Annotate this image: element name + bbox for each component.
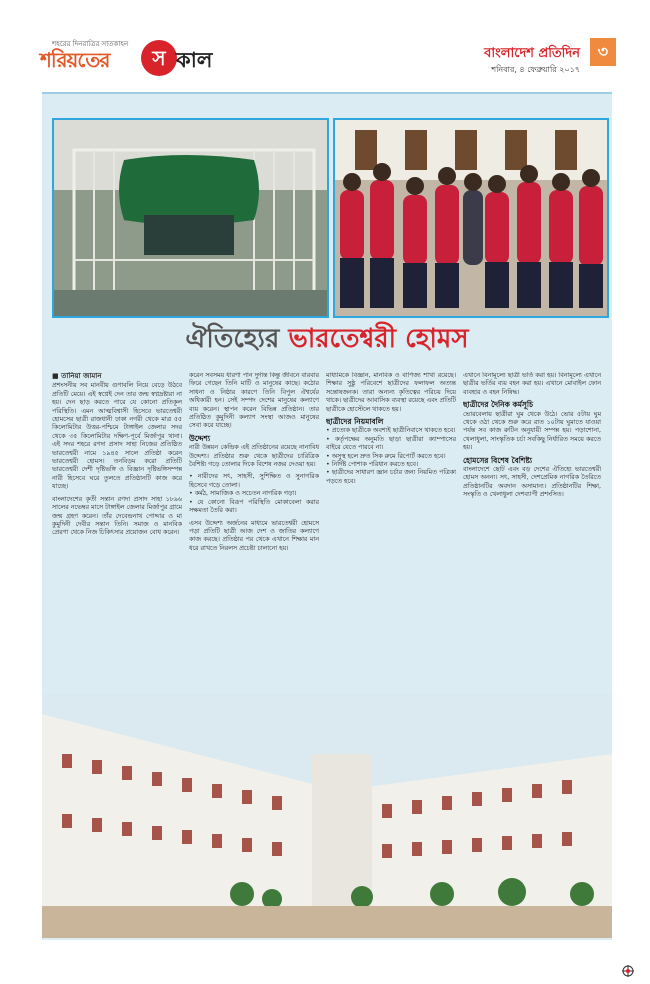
article-column-1 [52,372,182,687]
article-headline [42,318,612,362]
column-4-paragraph-2: ভোরবেলায় ছাত্রীরা ঘুম থেকে উঠে। ভোর ৫টায় ঘুম থেকে ওঠা থেকে শুরু করে রাত ১০টায় ঘুমাতে যাওয়া পর্যন্ত সব কাজ রুটিন অনুযায়ী সম্পন্ন হয়। পড়াশোনা, খেলাধুলা, সাংস্কৃতিক চর্চা সবকিছু নির্ধারিত সময়ে করতে হয়। [463,410,601,452]
article-byline: ■ তানিয়া জামান [52,372,102,380]
article-column-4 [463,372,601,687]
column-2-paragraph-1: করেন সবসময় ধারণা পান দুর্দান্ত কিন্তু জীবনে বারবার ফিরে গেছেন তিনি মাটি ও মানুষের কাছে। কঠোর সাধনা ও নিষ্ঠার কারণে তিনি বিপুল ঐশ্বর্যের অধিকারী হন। সেই সম্পদ দেশের মানুষের কল্যাণে ব্যয় করেন। স্থাপন করেন বিভিন্ন প্রতিষ্ঠান। তার প্রতিষ্ঠিত কুমুদিনী কল্যাণ সংস্থা আজও মানুষের সেবা করে যাচ্ছে। [189,372,319,430]
students-photo [333,118,609,318]
column-2-heading-1: উদ্দেশ্য [189,433,211,443]
masthead-word-2: কাল [176,47,213,72]
school-building-photo [42,694,612,938]
column-4-paragraph-1: এখানে বিনামূল্যে ছাত্রী ভর্তি করা হয়। বিনামূল্যে এখানে ছাত্রীর ভর্তির ব্যয় বহন করা হয়। এখানে মোবাইল ফোন ব্যবহার ও বহন নিষিদ্ধ। [463,372,601,396]
column-3-bullets: • প্রত্যেক ছাত্রীকে অবশ্যই ছাত্রীনিবাসে থাকতে হবে। • কর্তৃপক্ষের অনুমতি ছাড়া ছাত্রীরা ক্যাম্পাসের বাইরে যেতে পারবে না। • অসুস্থ হলে দ্রুত সিক রুমে রিপোর্ট করতে হবে। • নির্দিষ্ট পোশাক পরিধান করতে হবে। • ছাত্রীদের সাধারণ জ্ঞান চর্চার জন্য নিয়মিত পত্রিকা পড়তে হবে। [326,427,456,485]
registration-mark-icon [622,962,634,974]
byline-author: তানিয়া জামান [61,372,102,380]
column-3-heading-1: ছাত্রীদের নিয়মাবলি [326,417,384,427]
issue-date: শনিবার, ৪ ফেব্রুয়ারি ২০১৭ [491,65,580,74]
column-4-paragraph-3: বাংলাদেশে ছোট এবং বড় দেশের ঐতিহ্যে ভারতেশ্বরী হোমস অনন্য। সৎ, সাহসী, দেশপ্রেমিক নাগরিক তৈরিতে প্রতিষ্ঠানটির অবদান অসামান্য। প্রতিষ্ঠানটির শিক্ষা, সংস্কৃতি ও খেলাধুলা দেশব্যাপী প্রশংসিত। [463,466,601,499]
page-number-badge: ৩ [590,38,616,66]
column-2-paragraph-2: নারী উন্নয়ন কেন্দ্রিক এই প্রতিষ্ঠানের রয়েছে নানাবিধ উদ্দেশ্য। প্রতিষ্ঠার শুরু থেকে ছাত্রীদের চারিত্রিক বৈশিষ্ট্য গড়ে তোলার দিকে বিশেষ নজর দেওয়া হয়। [189,444,319,469]
gate-sign-photo [52,118,329,318]
article-column-3 [326,372,456,687]
headline-part-1: ঐতিহ্যের [185,324,280,354]
column-2-bullets: • নারীদের সৎ, সাহসী, সুশিক্ষিত ও সুনাগরিক হিসেবে গড়ে তোলা। • কর্মঠ, সামাজিক ও সচেতন নাগরিক গড়া। • যে কোনো বিরূপ পরিস্থিতি মোকাবেলা করার সক্ষমতা তৈরি করা। [189,473,319,515]
headline-part-2: ভারতেশ্বরী হোমস [288,324,469,354]
masthead-word-1: শরিয়তের [40,48,110,72]
column-4-heading-1: ছাত্রীদের দৈনিক কর্মসূচি [463,400,534,410]
column-1-paragraph-1: প্রশংসনীয় সব মানবীয় গুণাবলি নিয়ে বেড়ে উঠবে প্রতিটি মেয়ে। এই স্বপ্নেই দেন তার জন্ম স্বপ্নদ্রষ্টারা না হয়। দেন ছাড় করতে পারে যে কোনো প্রতিকূল পরিস্থিতি। এমন আত্মবিশ্বাসী হিসেবে ভারতেশ্বরী হোমসের ছাত্রী রাজধানী ঢাকা নগরী থেকে মাত্র ৫৫ কিলোমিটার উত্তর-পশ্চিমে টাঙ্গাইল জেলার সদর থেকে ৩৫ কিলোমিটার দক্ষিণ-পূর্বে মির্জাপুর থানা। এই সদর শহরে রণদা প্রসাদ সাহা নিজের প্রতিষ্ঠিত ভারতেশ্বরী নামে ১৯৪৫ সালে প্রতিষ্ঠা করেন ভারতেশ্বরী হোমস। তনবিড়ম করো প্রতিটি ভারতেশ্বরী দেশী দৃষ্টিভঙ্গি ও বিজ্ঞান দৃষ্টিভঙ্গিসম্পন্ন নারী হিসেবে ঘরে তুলতে প্রতিষ্ঠানটি কাজ করে যাচ্ছে। [52,382,182,491]
column-1-paragraph-2: বাংলাদেশের কৃতী সন্তান রণদা প্রসাদ সাহা ১৮৯৬ সালের নভেম্বর মাসে টাঙ্গাইল জেলার মির্জাপুর গ্রামে জন্ম গ্রহণ করেন। তাঁর দেবেন্দ্রনাথ পোদ্দার ও মা কুমুদিনী দেবীর সন্তান তিনি। সমাজ ও মানবিক প্রেরণা থেকে নিজ চিকিৎসার প্রয়োজন বোধ করেন। [52,495,182,537]
column-3-paragraph-1: মাধ্যমিকে বিজ্ঞান, মানবিক ও বাণিজ্য শাখা রয়েছে। শিক্ষার সুষ্ঠু পরিবেশে ছাত্রীদের ফলাফল অত্যন্ত সন্তোষজনক। তারা অন্যন্য কৃতিত্বের পরিচয় দিয়ে থাকে। ছাত্রীদের আবাসিক ব্যবস্থা রয়েছে এবং প্রতিটি ছাত্রীকে হোস্টেলে থাকতে হয়। [326,372,456,413]
article-column-2 [189,372,319,687]
masthead-logo-circle: স [141,40,177,76]
column-2-paragraph-4: এসব উদ্দেশ্য অর্জনের মাধ্যমে ভারতেশ্বরী হোমসে পড়া প্রতিটি ছাত্রী আজ দেশ ও জাতির কল্যাণে কাজ করছে। প্রতিষ্ঠার পর থেকে এখানে শিক্ষার মান ধরে রাখতে নিরলস প্রচেষ্টা চালানো হয়। [189,519,319,552]
column-4-heading-2: হোমসের বিশেষ বৈশিষ্ট্য [463,455,533,465]
newspaper-name: বাংলাদেশ প্রতিদিন [484,46,580,61]
masthead-tagline: শহরের দিনরাত্রির সাতকাহন [52,40,129,48]
